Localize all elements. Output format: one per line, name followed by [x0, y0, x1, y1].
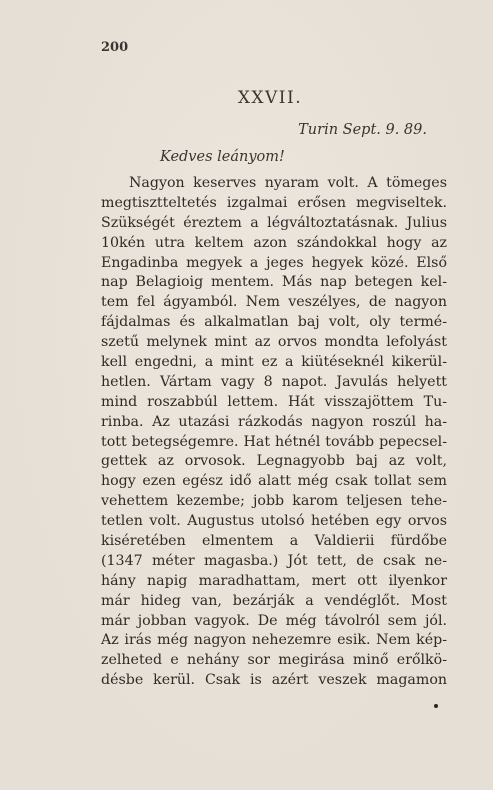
text-line: már jobban vagyok. De még távolról sem jól. — [101, 612, 447, 629]
text-line: désbe kerül. Csak is azért veszek magamon — [101, 672, 447, 689]
text-line: szetű melynek mint az orvos mondta lefolyást — [101, 334, 447, 351]
text-line: vehettem kezembe; jobb karom teljesen tehe- — [101, 493, 447, 510]
text-line: tem fel ágyamból. Nem veszélyes, de nagyon — [101, 294, 447, 311]
page-number: 200 — [101, 40, 129, 55]
text-line: (1347 méter magasba.) Jót tett, de csak ne- — [101, 552, 447, 569]
text-line: már hideg van, bezárják a vendéglőt. Most — [101, 592, 447, 609]
text-line: rinba. Az utazási rázkodás nagyon roszúl ha- — [101, 413, 447, 430]
text-line: kiséretében elmentem a Valdierii fürdőbe — [101, 533, 447, 550]
letter-dateline: Turin Sept. 9. 89. — [298, 122, 427, 138]
text-line: zelheted e nehány sor megirása minő erőlkö- — [101, 652, 447, 669]
text-line: hogy ezen egész idő alatt még csak tollat sem — [101, 473, 447, 490]
text-line: 10kén utra keltem azon szándokkal hogy az — [101, 234, 447, 251]
text-line: Engadinba megyek a jeges hegyek közé. Első — [101, 254, 447, 271]
text-line: Az irás még nagyon nehezemre esik. Nem kép- — [101, 632, 447, 649]
text-line: hány napig maradhattam, mert ott ilyenkor — [101, 572, 447, 589]
text-line: tetlen volt. Augustus utolsó hetében egy orvos — [101, 513, 447, 530]
text-line: kell engedni, a mint ez a kiütéseknél kikerül- — [101, 354, 447, 371]
text-line: tott betegségemre. Hat hétnél tovább pepecsel- — [101, 433, 447, 450]
text-line: nap Belagioig mentem. Más nap betegen kel- — [101, 274, 447, 291]
text-line: Nagyon keserves nyaram volt. A tömeges — [129, 175, 447, 191]
chapter-heading: XXVII. — [237, 88, 303, 108]
text-line: hetlen. Vártam vagy 8 napot. Javulás helyett — [101, 373, 447, 390]
text-line: gettek az orvosok. Legnagyobb baj az volt, — [101, 453, 447, 470]
letter-body — [101, 174, 447, 691]
letter-salutation: Kedves leányom! — [160, 149, 285, 165]
text-line: Szükségét éreztem a légváltoztatásnak. Julius — [101, 214, 447, 231]
text-line: fájdalmas és alkalmatlan baj volt, oly termé- — [101, 314, 447, 331]
text-line: megtisztteltetés izgalmai erősen megviseltek. — [101, 194, 447, 211]
ink-speck — [434, 704, 438, 708]
text-line: mind roszabbúl lettem. Hát visszajöttem Tu- — [101, 393, 447, 410]
